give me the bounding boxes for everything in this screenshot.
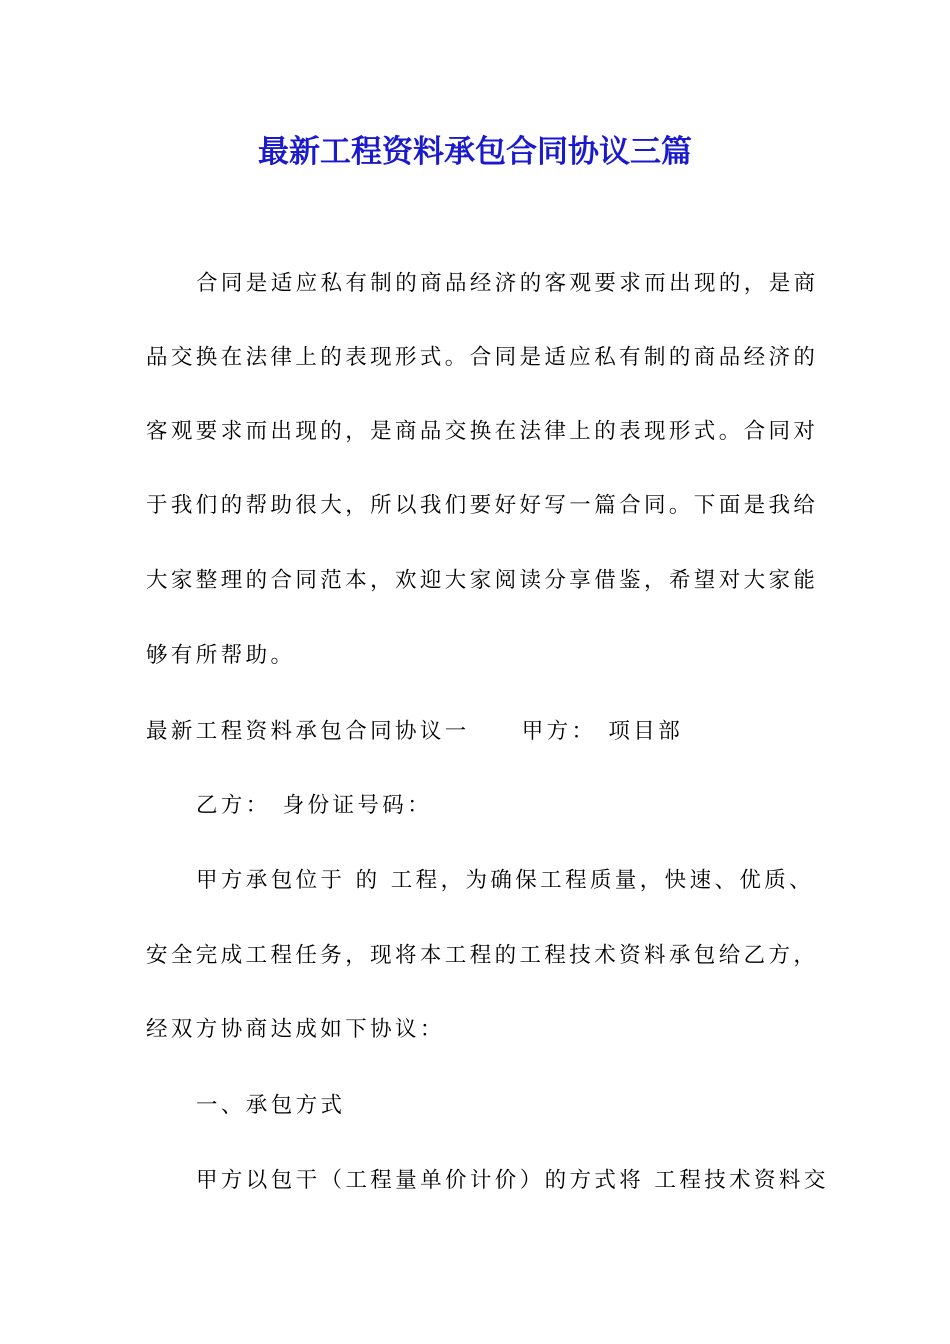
party-b-label: 乙方： — [196, 793, 271, 818]
party-a-label: 甲方： — [521, 719, 597, 744]
section-one-line: 甲方以包干（工程量单价计价）的方式将 工程技术资料交 — [196, 1168, 829, 1193]
intro-line-1: 合同是适应私有制的商品经济的客观要求而出现的，是商 — [196, 271, 819, 296]
agreement-heading: 最新工程资料承包合同协议一 — [146, 719, 470, 744]
intro-line-5: 大家整理的合同范本，欢迎大家阅读分享借鉴，希望对大家能 — [146, 568, 819, 593]
intro-line-3: 客观要求而出现的，是商品交换在法律上的表现形式。合同对 — [146, 419, 819, 444]
intro-line-2: 品交换在法律上的表现形式。合同是适应私有制的商品经济的 — [146, 345, 819, 370]
section-one-heading: 一、承包方式 — [196, 1093, 346, 1118]
intro-line-6: 够有所帮助。 — [146, 643, 296, 668]
intro-line-4: 于我们的帮助很大，所以我们要好好写一篇合同。下面是我给 — [146, 493, 819, 518]
party-b-row — [196, 786, 876, 826]
document-title: 最新工程资料承包合同协议三篇 — [258, 134, 692, 170]
clause-line-3: 经双方协商达成如下协议： — [146, 1017, 445, 1042]
clause-line-1: 甲方承包位于 的 工程，为确保工程质量，快速、优质、 — [196, 868, 815, 893]
party-b-id-label: 身份证号码： — [282, 793, 433, 818]
clause-line-2: 安全完成工程任务，现将本工程的工程技术资料承包给乙方， — [146, 943, 819, 968]
agreement-heading-row — [146, 712, 826, 752]
party-a-value: 项目部 — [608, 719, 684, 744]
